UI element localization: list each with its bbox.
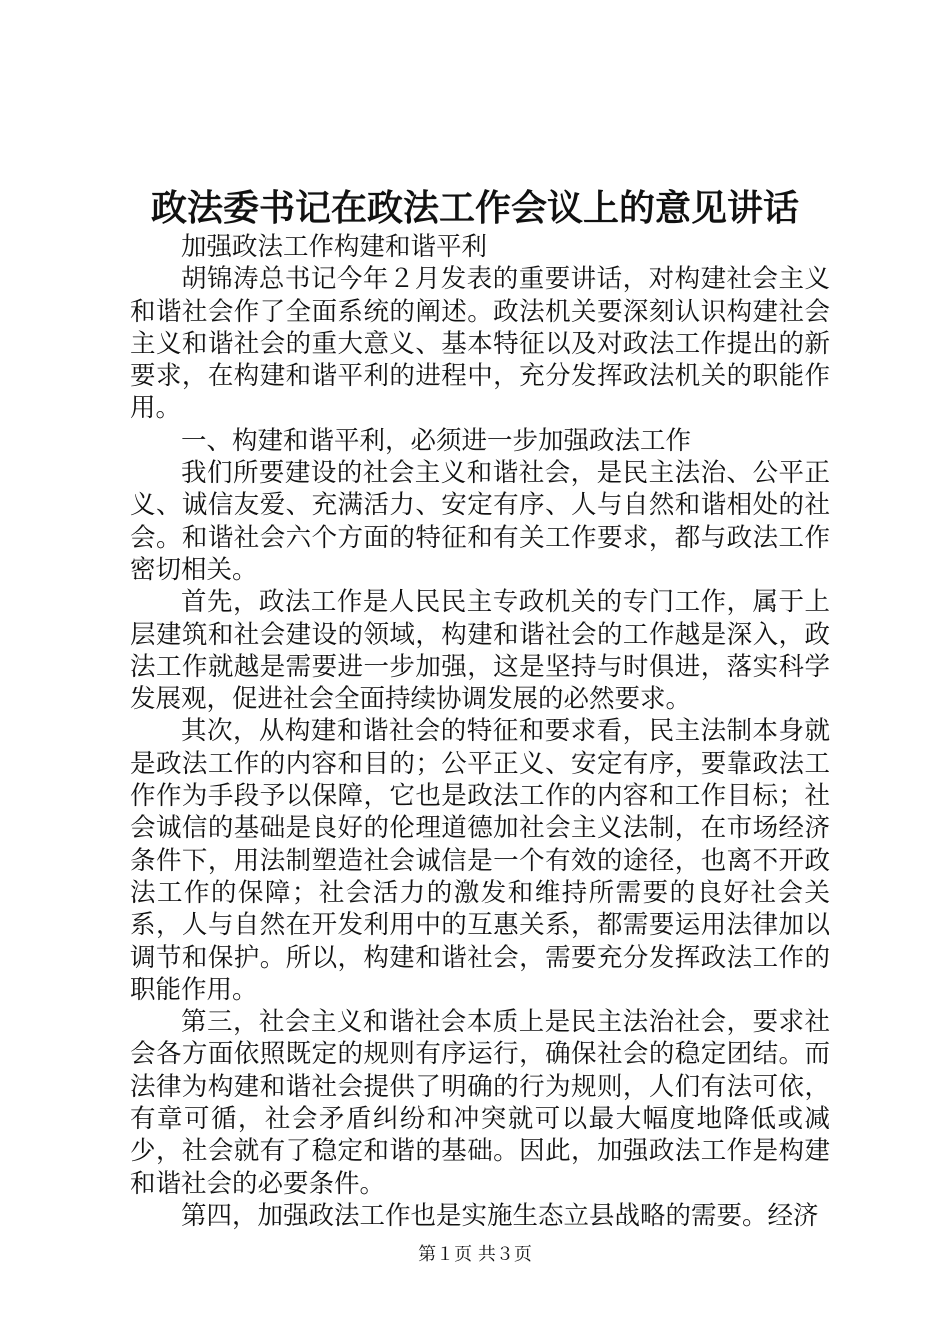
body-paragraph: 其次，从构建和谐社会的特征和要求看，民主法制本身就是政法工作的内容和目的；公平正义、安定有序，要靠政法工作作为手段予以保障，它也是政法工作的内容和工作目标；社会诚信的基础是良好的伦理道德加社会主义法制，在市场经济条件下，用法制塑造社会诚信是一个有效的途径，也离不开政法工作的保障；社会活力的激发和维持所需要的良好社会关系，人与自然在开发利用中的互惠关系，都需要运用法律加以调节和保护。所以，构建和谐社会，需要充分发挥政法工作的职能作用。 (130, 716, 830, 1005)
body-paragraph: 首先，政法工作是人民民主专政机关的专门工作，属于上层建筑和社会建设的领域，构建和谐社会的工作越是深入，政法工作就越是需要进一步加强，这是坚持与时俱进，落实科学发展观，促进社会全面持续协调发展的必然要求。 (130, 587, 830, 715)
document-body (130, 231, 830, 1232)
body-paragraph: 加强政法工作构建和谐平利 (181, 232, 488, 262)
body-paragraph: 第四，加强政法工作也是实施生态立县战略的需要。经济 (181, 1200, 819, 1231)
body-paragraph: 胡锦涛总书记今年２月发表的重要讲话，对构建社会主义和谐社会作了全面系统的阐述。政法机关要深刻认识构建社会主义和谐社会的重大意义、基本特征以及对政法工作提出的新要求，在构建和谐平利的进程中，充分发挥政法机关的职能作用。 (130, 264, 830, 424)
document-title: 政法委书记在政法工作会议上的意见讲话 (150, 187, 799, 229)
body-paragraph: 我们所要建设的社会主义和谐社会，是民主法治、公平正义、诚信友爱、充满活力、安定有序、人与自然和谐相处的社会。和谐社会六个方面的特征和有关工作要求，都与政法工作密切相关。 (130, 458, 830, 585)
page-footer: 第１页 共３页 (418, 1244, 532, 1265)
body-paragraph: 第三，社会主义和谐社会本质上是民主法治社会，要求社会各方面依照既定的规则有序运行，确保社会的稳定团结。而法律为构建和谐社会提供了明确的行为规则，人们有法可依，有章可循，社会矛盾纠纷和冲突就可以最大幅度地降低或减少，社会就有了稳定和谐的基础。因此，加强政法工作是构建和谐社会的必要条件。 (130, 1007, 830, 1199)
section-heading: 一、构建和谐平利，必须进一步加强政法工作 (181, 425, 692, 456)
